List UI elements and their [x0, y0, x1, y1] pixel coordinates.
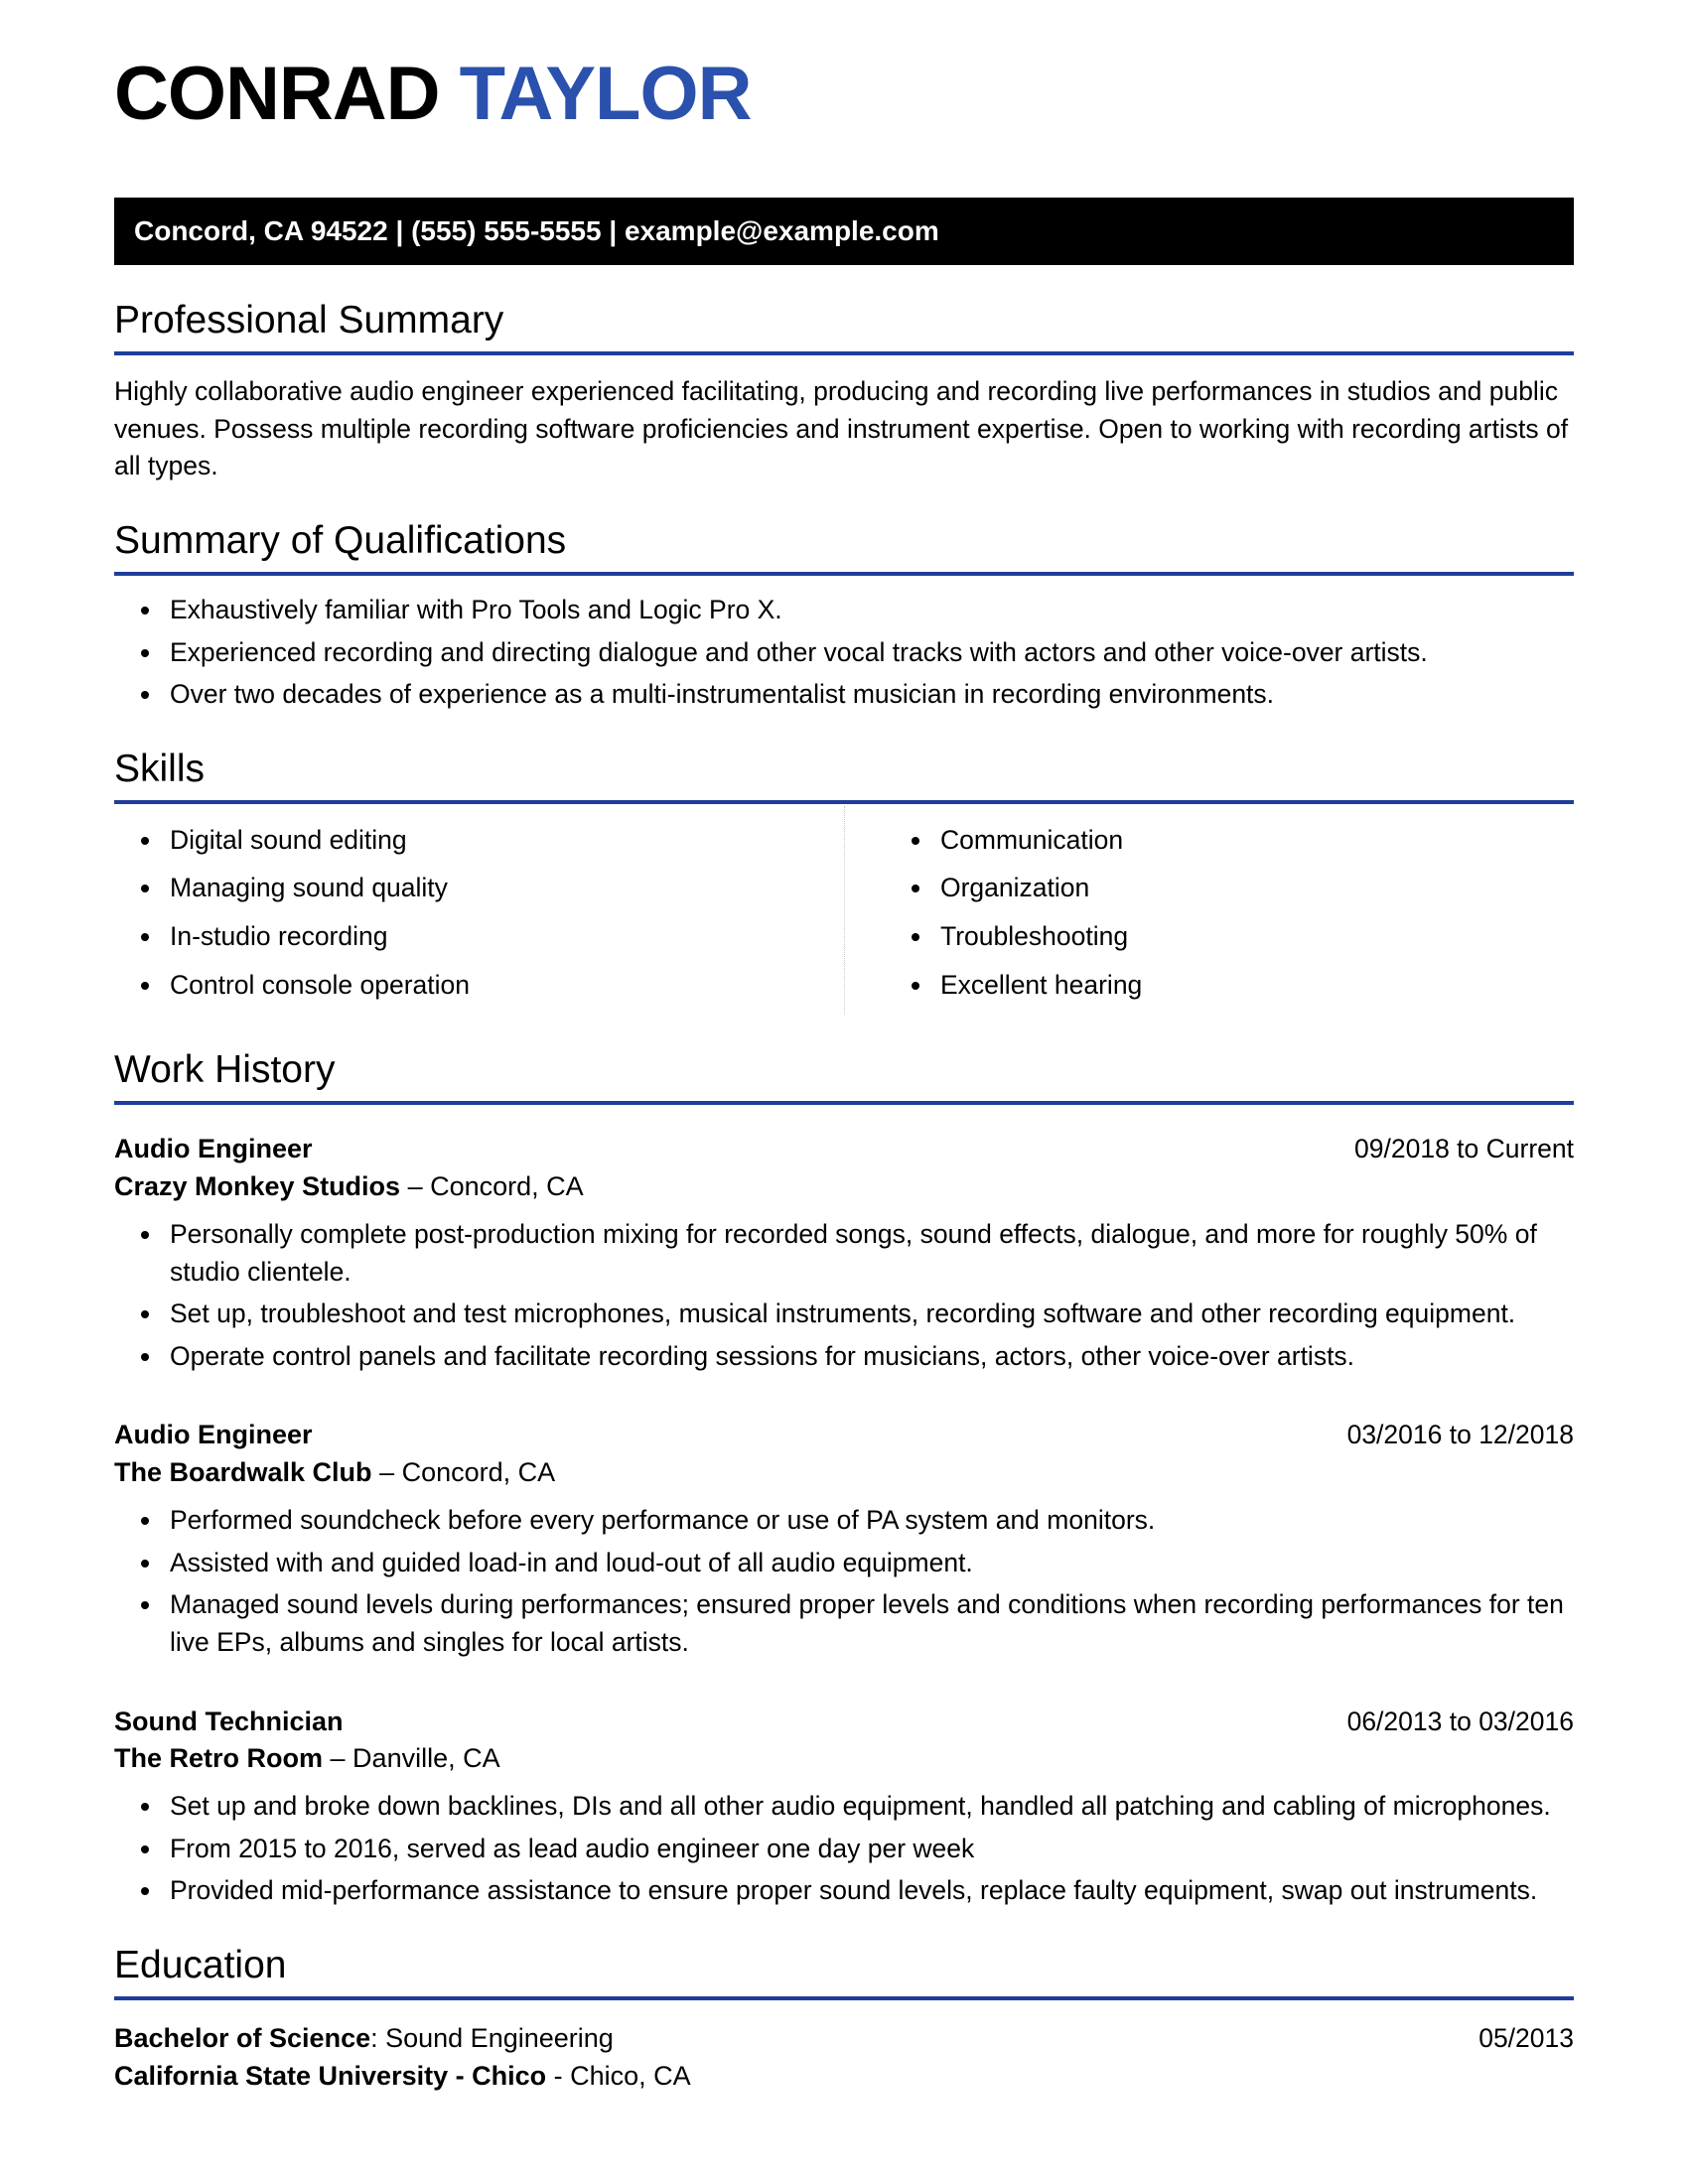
job-company-line [114, 1740, 1574, 1778]
skills-list-left [114, 822, 844, 1005]
skill-item: • Organization [934, 870, 1574, 907]
job-bullet: • Provided mid-performance assistance to ensure proper sound levels, replace faulty equipment, swap out instruments. [164, 1872, 1574, 1910]
skill-item: • Troubleshooting [934, 918, 1574, 956]
job-bullet: • From 2015 to 2016, served as lead audio engineer one day per week [164, 1831, 1574, 1868]
education-degree-line [114, 2020, 1574, 2058]
job-bullet: • Managed sound levels during performances; ensured proper levels and conditions when recording performances for ten live EPs, albums and singles for local artists. [164, 1586, 1574, 1661]
qualification-item: • Over two decades of experience as a multi-instrumentalist musician in recording environments. [164, 676, 1574, 714]
education-degree: Bachelor of Science [114, 2023, 371, 2054]
job-location: – Danville, CA [330, 1743, 500, 1774]
job-bullets [114, 1502, 1574, 1662]
job-entry [114, 1704, 1574, 1910]
skill-item: • Managing sound quality [164, 870, 844, 907]
section-title-qualifications: Summary of Qualifications [114, 519, 1574, 576]
job-entry [114, 1417, 1574, 1661]
contact-info: Concord, CA 94522 | (555) 555-5555 | example@example.com [134, 215, 939, 247]
skill-item: • Communication [934, 822, 1574, 860]
job-bullet: • Personally complete post-production mixing for recorded songs, sound effects, dialogue, and more for roughly 50% of studio clientele. [164, 1216, 1574, 1291]
professional-summary-text: Highly collaborative audio engineer experienced facilitating, producing and recording live performances in studios and public venues. Possess multiple recording software proficiencies and instrument expertise. Open to working with recording artists of all types. [114, 376, 1569, 481]
candidate-last-name: TAYLOR [459, 52, 752, 136]
job-bullet: • Performed soundcheck before every performance or use of PA system and monitors. [164, 1502, 1574, 1540]
skills-grid [114, 806, 1574, 1016]
skills-column-left [114, 806, 844, 1016]
job-company: The Retro Room [114, 1743, 324, 1774]
job-header [114, 1131, 1574, 1168]
skill-item: • Control console operation [164, 967, 844, 1005]
qualifications-list [114, 592, 1574, 714]
skill-item: • In-studio recording [164, 918, 844, 956]
contact-bar [114, 198, 1574, 265]
candidate-first-name: CONRAD [114, 52, 440, 136]
job-company: Crazy Monkey Studios [114, 1171, 401, 1202]
section-title-professional-summary: Professional Summary [114, 299, 1574, 355]
education-school: California State University - Chico [114, 2060, 547, 2091]
skill-item: • Excellent hearing [934, 967, 1574, 1005]
job-location: – Concord, CA [379, 1457, 556, 1488]
candidate-name [114, 52, 1574, 136]
job-dates: 09/2018 to Current [1354, 1134, 1574, 1164]
skills-column-right [844, 806, 1574, 1016]
job-company: The Boardwalk Club [114, 1457, 372, 1488]
section-title-skills: Skills [114, 748, 1574, 804]
job-header [114, 1417, 1574, 1454]
section-title-education: Education [114, 1944, 1574, 2000]
education-school-location: - Chico, CA [553, 2060, 691, 2091]
job-entry [114, 1131, 1574, 1375]
job-title: Sound Technician [114, 1706, 344, 1736]
job-bullet: • Set up and broke down backlines, DIs and all other audio equipment, handled all patching and cabling of microphones. [164, 1788, 1574, 1826]
section-title-work-history: Work History [114, 1048, 1574, 1105]
job-bullet: • Assisted with and guided load-in and loud-out of all audio equipment. [164, 1545, 1574, 1582]
education-entry [114, 2020, 1574, 2096]
skill-item: • Digital sound editing [164, 822, 844, 860]
education-field: : Sound Engineering [370, 2023, 614, 2054]
job-dates: 06/2013 to 03/2016 [1346, 1706, 1574, 1736]
job-dates: 03/2016 to 12/2018 [1346, 1420, 1574, 1450]
education-date: 05/2013 [1478, 2023, 1574, 2054]
job-company-line [114, 1168, 1574, 1206]
job-bullets [114, 1788, 1574, 1910]
job-header [114, 1704, 1574, 1741]
job-location: – Concord, CA [407, 1171, 584, 1202]
job-bullet: • Operate control panels and facilitate recording sessions for musicians, actors, other voice-over artists. [164, 1338, 1574, 1376]
job-bullets [114, 1216, 1574, 1376]
job-company-line [114, 1454, 1574, 1492]
skills-list-right [885, 822, 1574, 1005]
education-degree-text [114, 2020, 614, 2058]
qualification-item: • Exhaustively familiar with Pro Tools and Logic Pro X. [164, 592, 1574, 629]
job-title: Audio Engineer [114, 1420, 313, 1450]
education-school-line [114, 2058, 1574, 2096]
job-bullet: • Set up, troubleshoot and test microphones, musical instruments, recording software and other recording equipment. [164, 1296, 1574, 1333]
job-title: Audio Engineer [114, 1134, 313, 1164]
qualification-item: • Experienced recording and directing dialogue and other vocal tracks with actors and other voice-over artists. [164, 634, 1574, 672]
